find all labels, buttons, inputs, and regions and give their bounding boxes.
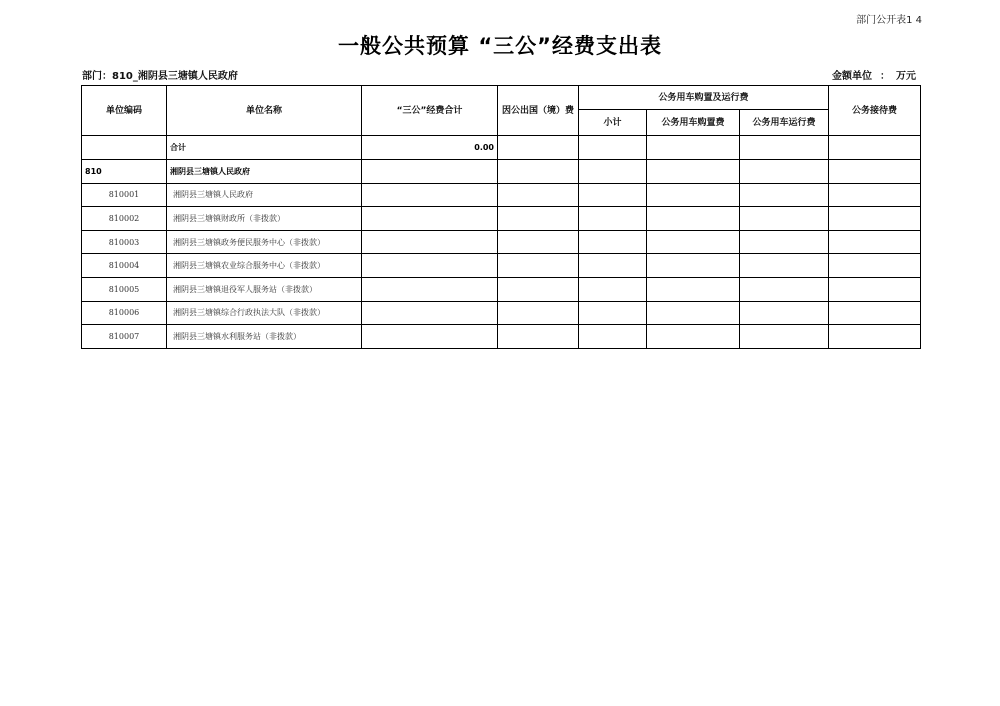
reception-cell [829,230,921,254]
total-cell [362,207,498,231]
total-code-cell [82,136,167,160]
unit-code: 810002 [82,207,167,231]
total-cell [362,254,498,278]
total-subtotal-cell [579,136,647,160]
total-cell [362,301,498,325]
dept-reception-cell [829,160,921,184]
header-purchase: 公务用车购置费 [647,110,740,136]
reception-cell [829,301,921,325]
header-row-1 [82,86,921,110]
unit-code: 810004 [82,254,167,278]
header-operation: 公务用车运行费 [740,110,829,136]
abroad-cell [498,207,579,231]
abroad-cell [498,277,579,301]
purchase-cell [647,301,740,325]
total-amount: 0.00 [362,136,498,160]
total-operation-cell [740,136,829,160]
total-purchase-cell [647,136,740,160]
purchase-cell [647,325,740,349]
dept-total-cell [362,160,498,184]
unit-code: 810006 [82,301,167,325]
unit-code: 810003 [82,230,167,254]
dept-purchase-cell [647,160,740,184]
purchase-cell [647,230,740,254]
table-row [82,301,921,325]
abroad-cell [498,230,579,254]
total-cell [362,230,498,254]
abroad-cell [498,183,579,207]
table-row [82,254,921,278]
subtotal-cell [579,183,647,207]
total-row [82,136,921,160]
dept-subtotal-cell [579,160,647,184]
purchase-cell [647,183,740,207]
total-reception-cell [829,136,921,160]
subtotal-cell [579,230,647,254]
page-label: 部门公开表1 4 [856,15,922,26]
unit-name: 湘阴县三塘镇农业综合服务中心（非拨款） [167,254,362,278]
total-label: 合计 [167,136,362,160]
header-reception: 公务接待费 [829,86,921,136]
abroad-cell [498,301,579,325]
operation-cell [740,230,829,254]
header-subtotal: 小计 [579,110,647,136]
operation-cell [740,301,829,325]
table-row [82,183,921,207]
reception-cell [829,254,921,278]
header-code: 单位编码 [82,86,167,136]
unit-value: 万元 [896,71,916,82]
amount-unit [832,67,916,82]
subtotal-cell [579,301,647,325]
reception-cell [829,277,921,301]
subtotal-cell [579,207,647,231]
header-vehicle-group: 公务用车购置及运行费 [579,86,829,110]
total-cell [362,277,498,301]
reception-cell [829,325,921,349]
unit-name: 湘阴县三塘镇政务便民服务中心（非拨款） [167,230,362,254]
purchase-cell [647,254,740,278]
operation-cell [740,183,829,207]
purchase-cell [647,277,740,301]
table-row [82,325,921,349]
department-row [82,160,921,184]
reception-cell [829,183,921,207]
unit-label: 金额单位 [832,71,872,82]
unit-name: 湘阴县三塘镇财政所（非拨款） [167,207,362,231]
subtotal-cell [579,325,647,349]
unit-name: 湘阴县三塘镇人民政府 [167,183,362,207]
dept-abroad-cell [498,160,579,184]
total-cell [362,183,498,207]
table-row [82,207,921,231]
department-label: 部门：810_湘阴县三塘镇人民政府 [82,71,238,82]
unit-separator: ： [880,71,890,82]
unit-code: 810007 [82,325,167,349]
abroad-cell [498,325,579,349]
unit-name: 湘阴县三塘镇综合行政执法大队（非拨款） [167,301,362,325]
expense-table [81,85,921,349]
table-row [82,230,921,254]
page-title: 一般公共预算 “三公”经费支出表 [338,34,662,58]
unit-name: 湘阴县三塘镇水利服务站（非拨款） [167,325,362,349]
operation-cell [740,277,829,301]
reception-cell [829,207,921,231]
unit-name: 湘阴县三塘镇退役军人服务站（非拨款） [167,277,362,301]
table-row [82,277,921,301]
total-cell [362,325,498,349]
purchase-cell [647,207,740,231]
subtotal-cell [579,254,647,278]
department-code: 810 [82,160,167,184]
unit-code: 810001 [82,183,167,207]
abroad-cell [498,254,579,278]
total-abroad-cell [498,136,579,160]
header-name: 单位名称 [167,86,362,136]
header-total: “三公”经费合计 [362,86,498,136]
operation-cell [740,325,829,349]
subtotal-cell [579,277,647,301]
unit-code: 810005 [82,277,167,301]
header-abroad: 因公出国（境）费 [498,86,579,136]
department-name: 湘阴县三塘镇人民政府 [167,160,362,184]
dept-operation-cell [740,160,829,184]
operation-cell [740,207,829,231]
operation-cell [740,254,829,278]
